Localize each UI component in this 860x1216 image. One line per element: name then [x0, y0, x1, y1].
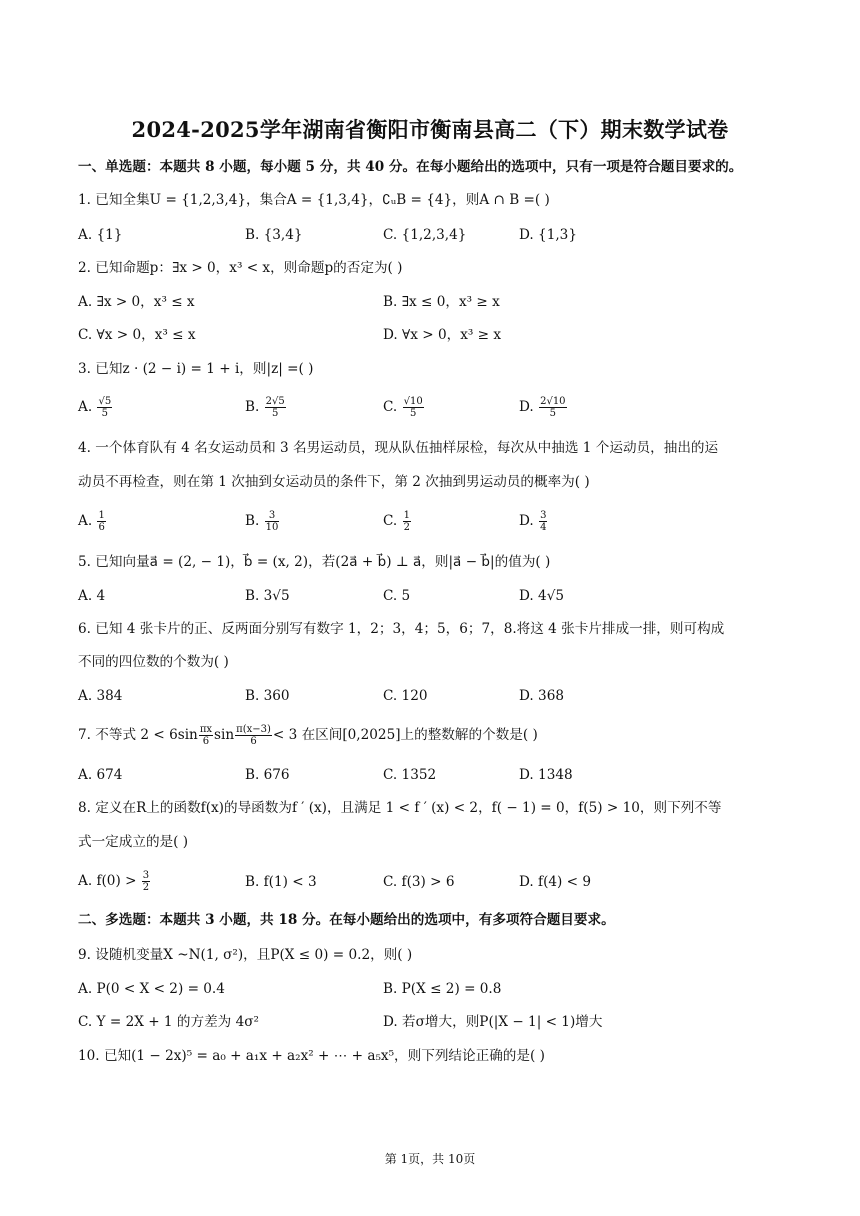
question-8-option-b: B. f(1) < 3	[245, 874, 317, 890]
question-9-option-b: B. P(X ≤ 2) = 0.8	[383, 981, 502, 997]
fraction: $\frac{\pi(x-3)}{6}$	[236, 724, 271, 747]
question-2-stem: 2. 已知命题p：∃x > 0，x³ < x，则命题p的否定为( )	[78, 260, 403, 276]
fraction: $\frac{\pi x}{6}$	[199, 724, 213, 747]
question-4-stem-line-1: 4. 一个体育队有 4 名女运动员和 3 名男运动员，现从队伍抽样尿检，每次从中抽选 1 个运动员，抽出的运	[78, 440, 719, 456]
question-2-option-c: C. ∀x > 0，x³ ≤ x	[78, 327, 196, 343]
fraction: $\frac{1}{6}$	[98, 510, 105, 533]
question-8-stem-line-2: 式一定成立的是( )	[78, 834, 189, 850]
fraction: $\frac{3}{2}$	[142, 870, 150, 893]
question-5-option-d: D. 4√5	[519, 588, 565, 604]
question-2-option-d: D. ∀x > 0，x³ ≥ x	[383, 327, 502, 343]
section-heading-single-choice: 一、单选题：本题共 8 小题，每小题 5 分，共 40 分。在每小题给出的选项中，只有一项是符合题目要求的。	[78, 159, 743, 175]
fraction: $\frac{2√10}{5}$	[540, 396, 566, 419]
fraction: $\frac{3}{10}$	[265, 510, 279, 533]
question-3-option-c: C. $\frac{√10}{5}$	[383, 396, 423, 419]
question-7-option-c: C. 1352	[383, 767, 437, 783]
fraction: $\frac{1}{2}$	[403, 510, 410, 533]
question-9-stem: 9. 设随机变量X ~N(1, σ²)，且P(X ≤ 0) = 0.2，则( )	[78, 947, 413, 963]
question-1-option-b: B. {3,4}	[245, 227, 303, 243]
question-9-option-c: C. Y = 2X + 1 的方差为 4σ²	[78, 1014, 259, 1030]
question-3-option-b: B. $\frac{2√5}{5}$	[245, 396, 285, 419]
question-5-stem: 5. 已知向量a⃗ = (2, − 1)，b⃗ = (x, 2)，若(2a⃗ + b⃗) ⊥ a⃗，则|a⃗ − b⃗|的值为( )	[78, 554, 551, 570]
question-4-option-a: A. $\frac{1}{6}$	[78, 510, 105, 533]
page-footer: 第 1页，共 10页	[384, 1152, 476, 1166]
question-4-option-b: B. $\frac{3}{10}$	[245, 510, 279, 533]
question-10-stem: 10. 已知(1 − 2x)⁵ = a₀ + a₁x + a₂x² + ⋯ + a₅x⁵，则下列结论正确的是( )	[78, 1048, 545, 1064]
fraction: $\frac{3}{4}$	[540, 510, 547, 533]
question-9-option-a: A. P(0 < X < 2) = 0.4	[78, 981, 225, 997]
question-7-stem: 7. 不等式 2 < 6sin $\frac{\pi x}{6}$ sin $\frac{\pi(x-3)}{6}$ < 3 在区间[0,2025]上的整数解的个数是( )	[78, 724, 538, 747]
question-4-option-c: C. $\frac{1}{2}$	[383, 510, 410, 533]
fraction: $\frac{√5}{5}$	[98, 396, 112, 419]
question-1-option-a: A. {1}	[78, 227, 123, 243]
question-9-option-d: D. 若σ增大，则P(|X − 1| < 1)增大	[383, 1014, 603, 1030]
question-6-stem-line-1: 6. 已知 4 张卡片的正、反两面分别写有数字 1，2；3，4；5，6；7，8.将这 4 张卡片排成一排，则可构成	[78, 621, 725, 637]
question-4-stem-line-2: 动员不再检查，则在第 1 次抽到女运动员的条件下，第 2 次抽到男运动员的概率为( )	[78, 474, 590, 490]
question-8-stem-line-1: 8. 定义在R上的函数f(x)的导函数为f ′ (x)，且满足 1 < f ′ (x) < 2，f( − 1) = 0，f(5) > 10，则下列不等	[78, 800, 722, 816]
question-8-option-d: D. f(4) < 9	[519, 874, 592, 890]
question-6-option-d: D. 368	[519, 688, 565, 704]
question-4-option-d: D. $\frac{3}{4}$	[519, 510, 547, 533]
question-6-option-c: C. 120	[383, 688, 428, 704]
question-7-option-a: A. 674	[78, 767, 123, 783]
question-3-option-d: D. $\frac{2√10}{5}$	[519, 396, 566, 419]
question-6-option-a: A. 384	[78, 688, 123, 704]
question-2-option-a: A. ∃x > 0，x³ ≤ x	[78, 294, 195, 310]
question-1-option-d: D. {1,3}	[519, 227, 577, 243]
question-6-stem-line-2: 不同的四位数的个数为( )	[78, 654, 229, 670]
fraction: $\frac{√10}{5}$	[403, 396, 423, 419]
question-3-stem: 3. 已知z · (2 − i) = 1 + i，则|z| =( )	[78, 361, 314, 377]
question-5-option-a: A. 4	[78, 588, 106, 604]
question-5-option-c: C. 5	[383, 588, 411, 604]
page-title: 2024-2025学年湖南省衡阳市衡南县高二（下）期末数学试卷	[131, 117, 729, 142]
question-1-stem: 1. 已知全集U = {1,2,3,4}，集合A = {1,3,4}，∁ᵤB = {4}，则A ∩ B =( )	[78, 192, 550, 208]
question-7-option-d: D. 1348	[519, 767, 573, 783]
question-3-option-a: A. $\frac{√5}{5}$	[78, 396, 112, 419]
question-2-option-b: B. ∃x ≤ 0，x³ ≥ x	[383, 294, 500, 310]
section-heading-multiple-choice: 二、多选题：本题共 3 小题，共 18 分。在每小题给出的选项中，有多项符合题目要求。	[78, 912, 615, 928]
question-1-option-c: C. {1,2,3,4}	[383, 227, 467, 243]
question-7-option-b: B. 676	[245, 767, 290, 783]
question-8-option-a: A. f(0) > $\frac{3}{2}$	[78, 870, 150, 893]
question-5-option-b: B. 3√5	[245, 588, 290, 604]
fraction: $\frac{2√5}{5}$	[265, 396, 285, 419]
question-8-option-c: C. f(3) > 6	[383, 874, 455, 890]
question-6-option-b: B. 360	[245, 688, 290, 704]
